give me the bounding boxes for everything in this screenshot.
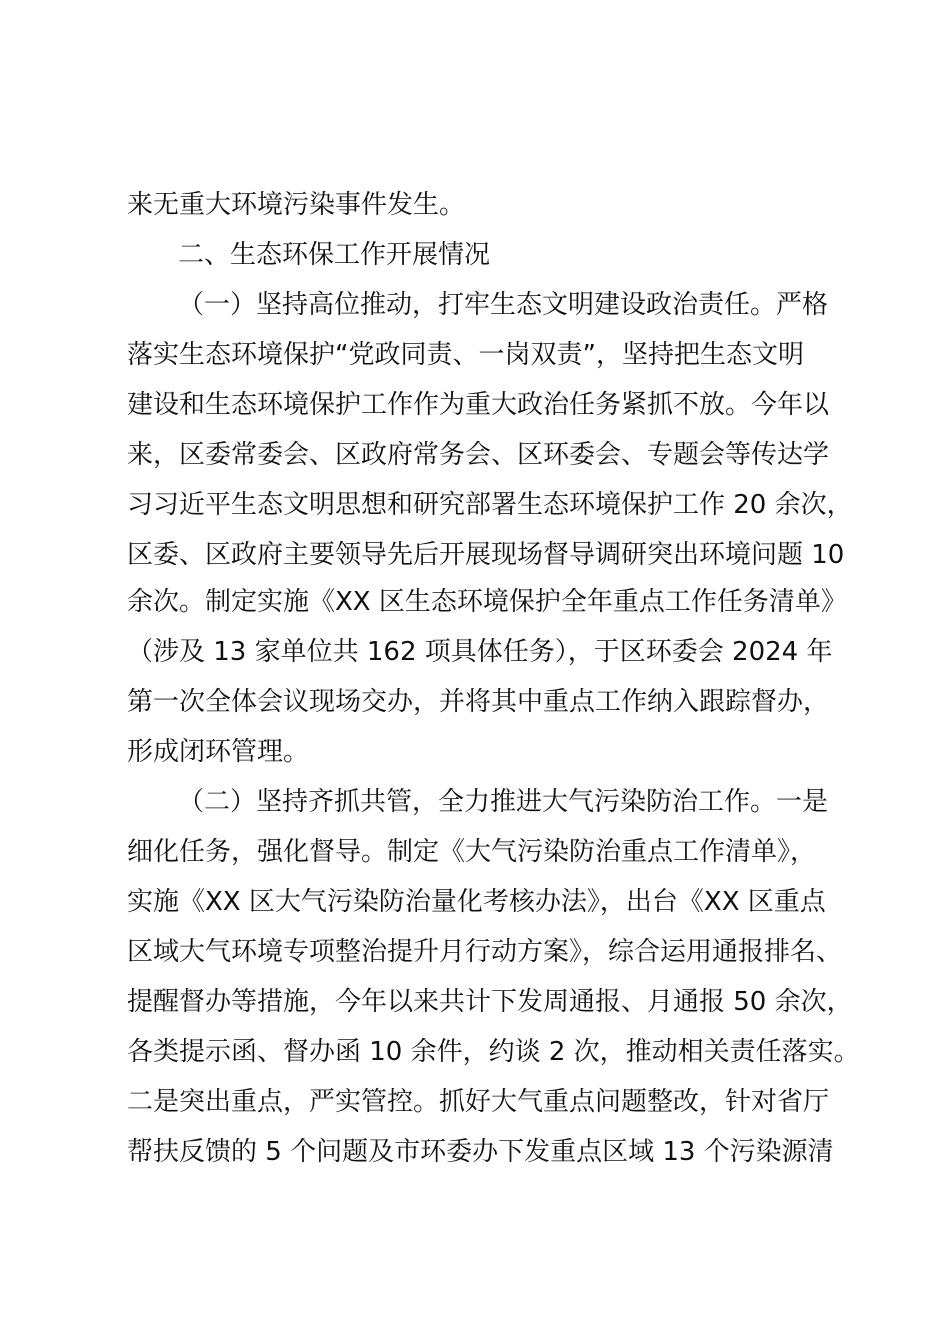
body-text-line: 落实生态环境保护“党政同责、一岗双责”，坚持把生态文明: [127, 340, 804, 370]
body-text-line: 实施《XX 区大气污染防治量化考核办法》，出台《XX 区重点: [127, 887, 826, 917]
body-text-line: 区委、区政府主要领导先后开展现场督导调研突出环境问题 10: [127, 540, 845, 570]
body-text-line: （一）坚持高位推动，打牢生态文明建设政治责任。严格: [178, 290, 829, 320]
body-text-line: 二是突出重点，严实管控。抓好大气重点问题整改，针对省厅: [127, 1087, 830, 1117]
section-heading: 二、生态环保工作开展情况: [178, 240, 491, 270]
body-text-line: 建设和生态环境保护工作作为重大政治任务紧抓不放。今年以: [127, 390, 830, 420]
body-text-line: 第一次全体会议现场交办，并将其中重点工作纳入跟踪督办，: [127, 687, 830, 717]
body-text-line: （涉及 13 家单位共 162 项具体任务），于区环委会 2024 年: [127, 637, 833, 667]
body-text-line: 各类提示函、督办函 10 余件，约谈 2 次，推动相关责任落实。: [127, 1037, 860, 1067]
body-text-line: 来无重大环境污染事件发生。: [127, 190, 466, 220]
body-text-line: 习习近平生态文明思想和研究部署生态环境保护工作 20 余次，: [127, 490, 853, 520]
body-text-line: 细化任务，强化督导。制定《大气污染防治重点工作清单》，: [127, 837, 817, 867]
body-text-line: 区域大气环境专项整治提升月行动方案》，综合运用通报排名、: [127, 937, 843, 967]
body-text-line: 来，区委常委会、区政府常务会、区环委会、专题会等传达学: [127, 440, 830, 470]
body-text-line: 提醒督办等措施，今年以来共计下发周通报、月通报 50 余次，: [127, 987, 853, 1017]
body-text-line: （二）坚持齐抓共管，全力推进大气污染防治工作。一是: [178, 787, 829, 817]
body-text-line: 帮扶反馈的 5 个问题及市环委办下发重点区域 13 个污染源清: [127, 1137, 834, 1167]
body-text-line: 余次。制定实施《XX 区生态环境保护全年重点工作任务清单》: [127, 587, 847, 617]
body-text-line: 形成闭环管理。: [127, 737, 310, 767]
